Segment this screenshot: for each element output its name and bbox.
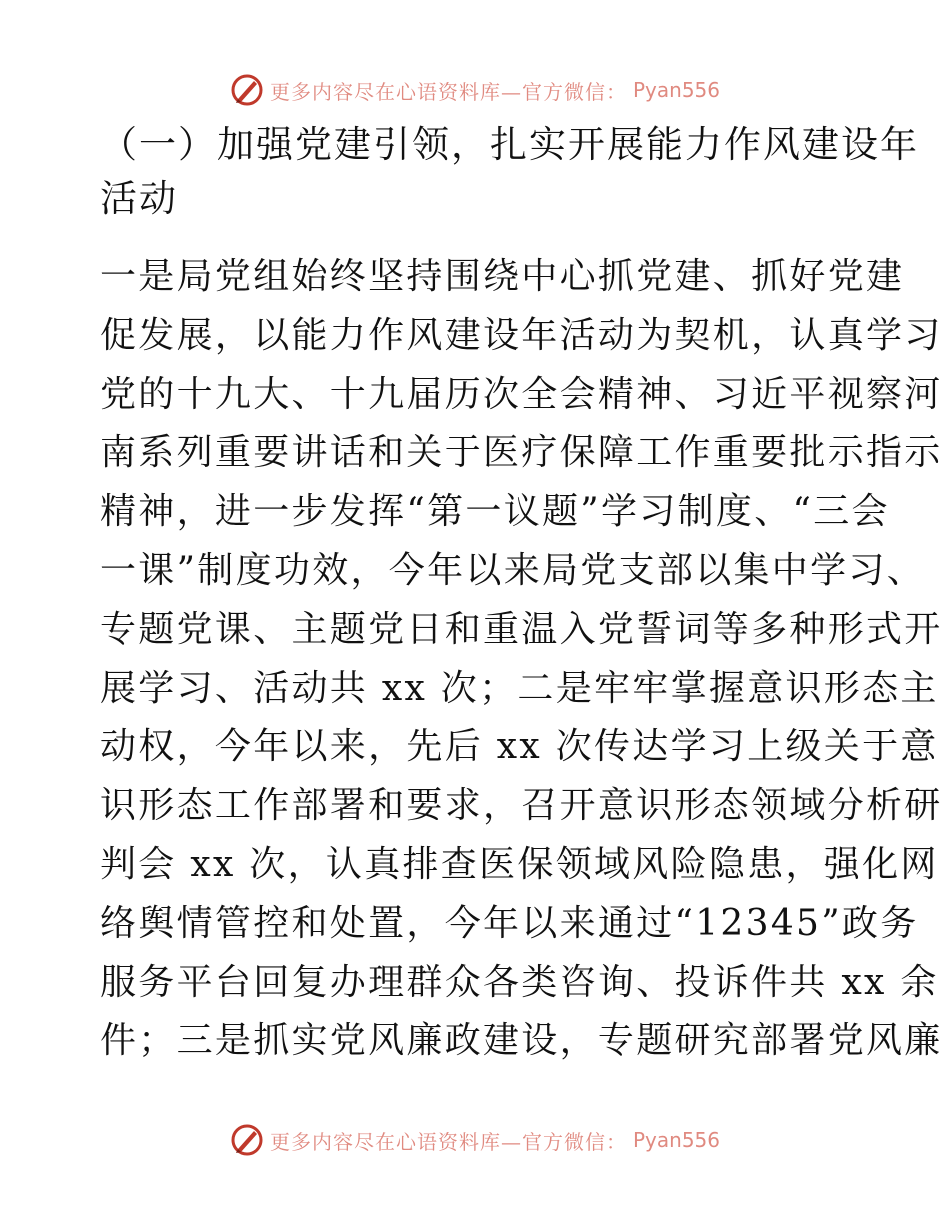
body-line: 南系列重要讲话和关于医疗保障工作重要批示指示 <box>100 432 943 474</box>
watermark-id: Pyan556 <box>632 1128 720 1152</box>
body-line: 促发展，以能力作风建设年活动为契机，认真学习 <box>100 314 943 356</box>
body-line: 件；三是抓实党风廉政建设，专题研究部署党风廉 <box>100 1020 943 1062</box>
pen-logo-icon <box>230 73 264 107</box>
footer-watermark <box>0 1120 950 1160</box>
body-line: 精神，进一步发挥“第一议题”学习制度、“三会 <box>100 491 890 533</box>
body-line: 识形态工作部署和要求，召开意识形态领域分析研 <box>100 785 943 827</box>
body-paragraph <box>100 248 943 1071</box>
body-line: 络舆情管控和处置，今年以来通过“12345”政务 <box>100 902 919 944</box>
body-line: 动权，今年以来，先后 xx 次传达学习上级关于意 <box>100 726 939 768</box>
body-line: 一是局党组始终坚持围绕中心抓党建、抓好党建 <box>100 256 905 297</box>
body-line: 专题党课、主题党日和重温入党誓词等多种形式开 <box>100 608 943 650</box>
heading-line: （一）加强党建引领，扎实开展能力作风建设年 <box>100 123 919 166</box>
watermark-id: Pyan556 <box>632 78 720 102</box>
body-line: 党的十九大、十九届历次全会精神、习近平视察河 <box>100 373 943 415</box>
watermark-text: 更多内容尽在心语资料库—官方微信： <box>269 1129 627 1154</box>
body-line: 判会 xx 次，认真排查医保领域风险隐患，强化网 <box>100 843 939 885</box>
heading-line: 活动 <box>100 177 178 220</box>
body-line: 一课”制度功效，今年以来局党支部以集中学习、 <box>100 549 926 591</box>
watermark-text: 更多内容尽在心语资料库—官方微信： <box>269 79 627 104</box>
body-line: 服务平台回复办理群众各类咨询、投诉件共 xx 余 <box>100 961 939 1003</box>
section-heading <box>100 118 919 226</box>
pen-logo-icon <box>230 1123 264 1157</box>
header-watermark <box>0 70 950 110</box>
body-line: 展学习、活动共 xx 次；二是牢牢掌握意识形态主 <box>100 667 939 709</box>
